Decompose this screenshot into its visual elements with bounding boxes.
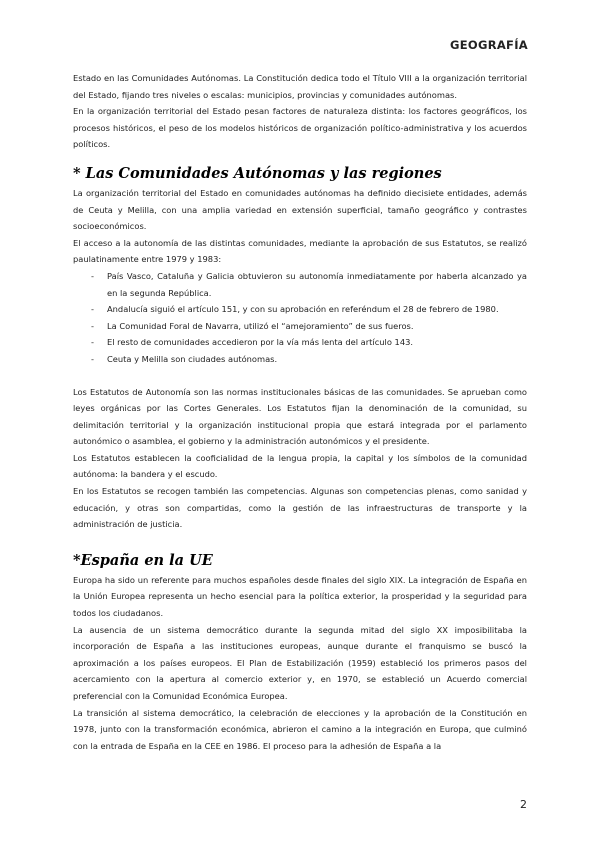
paragraph-spacer: [73, 368, 527, 384]
section1-paragraph-3: Los Estatutos de Autonomía son las normas institucionales básicas de las comunidades. Se aprueban como leyes orgánicas por las Cortes Generales. Los Estatutos fijan la denominación de la comunidad, su delimitación territorial y la organización institucional propia que estará integrada por el parlamento autonómico o asamblea, el gobierno y la administración autonómicos y el presidente.: [73, 386, 527, 447]
list-item: - Ceuta y Melilla son ciudades autónomas.: [107, 351, 527, 368]
intro-paragraph-2: En la organización territorial del Estado pesan factores de naturaleza distinta: los factores geográficos, los procesos históricos, el peso de los modelos históricos de organización político-administrativa y los acuerdos políticos.: [73, 106, 527, 150]
list-item: - País Vasco, Cataluña y Galicia obtuvieron su autonomía inmediatamente por haberla alcanzado ya en la segunda República.: [107, 268, 527, 301]
page-number: 2: [520, 798, 527, 811]
intro-paragraph-1: Estado en las Comunidades Autónomas. La Constitución dedica todo el Título VIII a la organización territorial del Estado, fijando tres niveles o escalas: municipios, provincias y comunidades autónomas.: [73, 73, 527, 100]
section1-paragraph-2: El acceso a la autonomía de las distintas comunidades, mediante la aprobación de sus Estatutos, se realizó paulatinamente entre 1979 y 1983:: [73, 237, 527, 265]
section2-paragraph-2: La ausencia de un sistema democrático durante la segunda mitad del siglo XX imposibilitaba la incorporación de España a las instituciones europeas, aunque durante el franquismo se buscó la aproximación a los países europeos. El Plan de Estabilización (1959) estableció los primeros pasos del acercamiento con la apertura al comercio exterior y, en 1970, se estableció un Acuerdo comercial preferencial con la Comunidad Económica Europea.: [73, 624, 527, 701]
list-item: - El resto de comunidades accedieron por la vía más lenta del artículo 143.: [107, 334, 527, 351]
section-heading-espana-ue: *España en la UE: [73, 551, 213, 569]
section-heading-comunidades: * Las Comunidades Autónomas y las regiones: [73, 164, 442, 182]
section1-paragraph-1: La organización territorial del Estado en comunidades autónomas ha definido diecisiete entidades, además de Ceuta y Melilla, con una amplia variedad en extensión superficial, tamaño geográfico y contrastes socioeconómicos.: [73, 187, 527, 232]
autonomy-access-list: [73, 268, 527, 368]
section1-paragraph-4: Los Estatutos establecen la cooficialidad de la lengua propia, la capital y los símbolos de la comunidad autónoma: la bandera y el escudo.: [73, 452, 527, 480]
list-item: - Andalucía siguió el artículo 151, y con su aprobación en referéndum el 28 de febrero de 1980.: [107, 301, 527, 318]
document-body: [73, 70, 527, 754]
section2-paragraph-3: La transición al sistema democrático, la celebración de elecciones y la aprobación de la Constitución en 1978, junto con la transformación económica, abrieron el camino a la integración en Europa, que culminó con la entrada de España en la CEE en 1986. El proceso para la adhesión de España a la: [73, 707, 527, 751]
page-header-title: GEOGRAFÍA: [449, 38, 528, 52]
list-item: - La Comunidad Foral de Navarra, utilizó el “amejoramiento” de sus fueros.: [107, 318, 527, 335]
section1-paragraph-5: En los Estatutos se recogen también las competencias. Algunas son competencias plenas, como sanidad y educación, y otras son compartidas, como la gestión de las infraestructuras de transporte y la administración de justicia.: [73, 486, 527, 530]
section2-paragraph-1: Europa ha sido un referente para muchos españoles desde finales del siglo XIX. La integración de España en la Unión Europea representa un hecho esencial para la política exterior, la prosperidad y la seguridad para todos los ciudadanos.: [73, 574, 527, 619]
